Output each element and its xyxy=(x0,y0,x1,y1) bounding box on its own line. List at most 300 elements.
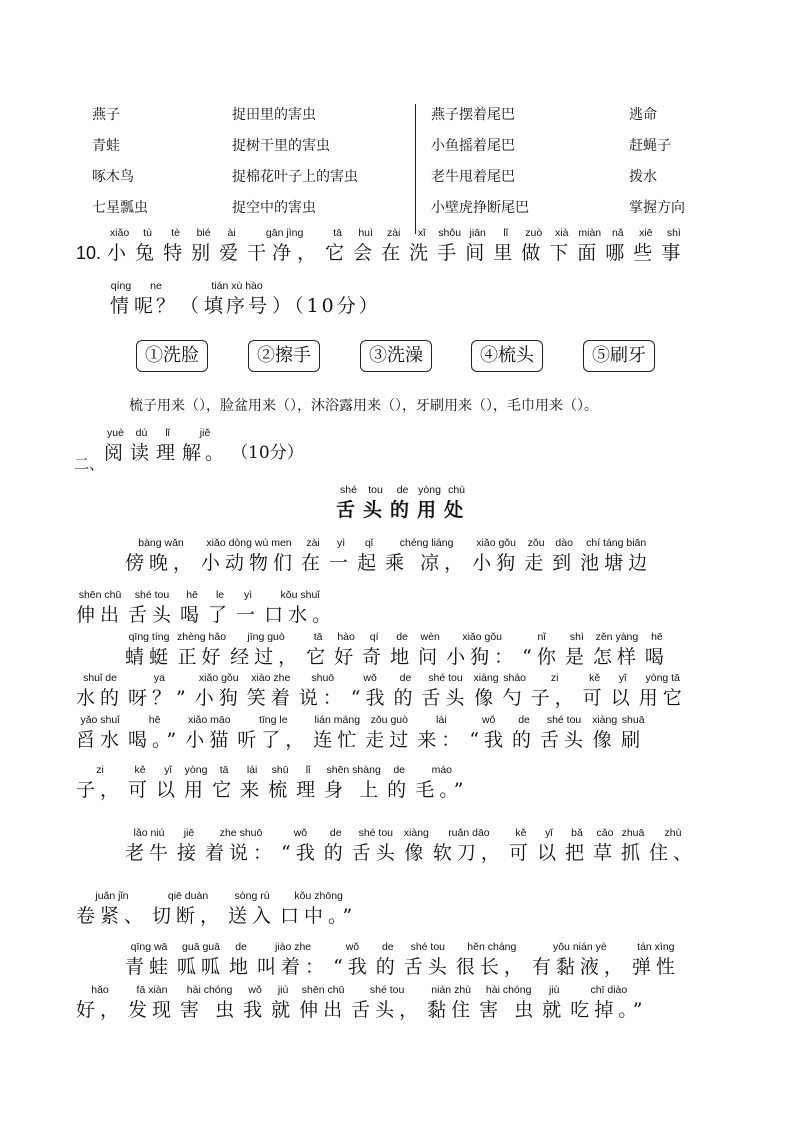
pinyin-word xyxy=(570,984,647,1023)
pinyin: zuò xyxy=(525,227,543,239)
hanzi: 事 xyxy=(661,242,687,264)
pinyin: shì xyxy=(666,227,681,239)
pinyin-word xyxy=(427,984,475,1023)
pinyin: qīng wā xyxy=(130,941,168,953)
hanzi: 卷紧、 xyxy=(76,905,149,927)
hanzi: 舌头 xyxy=(540,729,589,751)
pinyin-word xyxy=(134,280,178,319)
hanzi: 好， xyxy=(76,999,125,1021)
pinyin-word xyxy=(237,714,309,753)
pinyin-word xyxy=(125,941,173,980)
hanzi: 到 xyxy=(552,552,577,574)
pinyin: jiù xyxy=(548,984,560,996)
pinyin: huì xyxy=(358,227,373,239)
hanzi: 地 xyxy=(390,646,415,668)
hanzi: 哪 xyxy=(605,242,631,264)
pinyin: sòng rù xyxy=(234,890,270,902)
pinyin-word xyxy=(385,537,468,576)
pinyin-word xyxy=(182,427,228,466)
hanzi: 傍晚， xyxy=(125,552,198,574)
pinyin: zhèng hǎo xyxy=(177,631,227,643)
pinyin-word xyxy=(107,227,132,266)
pinyin: wèn xyxy=(420,631,440,643)
pinyin-word xyxy=(351,984,423,1023)
pinyin-word xyxy=(334,631,358,670)
pinyin-word xyxy=(537,827,561,866)
pinyin: qīng tíng xyxy=(128,631,170,643)
hanzi: 下 xyxy=(549,242,575,264)
passage-line xyxy=(76,890,361,929)
pinyin-word xyxy=(390,484,415,523)
pinyin: yǐ xyxy=(164,764,172,776)
pinyin: de xyxy=(399,672,412,684)
pinyin: jīng guò xyxy=(247,631,285,643)
pinyin: lái xyxy=(246,764,258,776)
pinyin: shēn shàng xyxy=(326,764,381,776)
pinyin-word xyxy=(632,941,680,980)
hanzi: 舌头 xyxy=(421,687,470,709)
pinyin: chí táng biān xyxy=(586,537,647,549)
hanzi: 着说： xyxy=(205,842,278,864)
pinyin-word xyxy=(456,941,528,980)
match-pest-target-item[interactable]: 捉空中的害虫 xyxy=(232,200,316,216)
hanzi: 勺 xyxy=(502,687,527,709)
pinyin: lǎo niú xyxy=(133,827,165,839)
pinyin: jiān xyxy=(469,227,486,239)
hanzi: 以 xyxy=(610,687,635,709)
pinyin-word xyxy=(593,631,641,670)
pinyin: yì xyxy=(336,537,346,549)
pinyin-word xyxy=(325,227,350,266)
hanzi: 舌头， xyxy=(351,999,424,1021)
hanzi: 听了， xyxy=(237,729,310,751)
pinyin-word xyxy=(649,827,697,866)
hanzi: 子， xyxy=(76,779,125,801)
hanzi: 它 xyxy=(325,242,351,264)
pinyin-word xyxy=(540,714,588,753)
pinyin-word xyxy=(444,484,469,523)
pinyin-word xyxy=(645,631,669,670)
pinyin: nián zhù xyxy=(431,984,471,996)
hanzi: 一 xyxy=(236,604,261,626)
pinyin: cǎo xyxy=(596,827,614,839)
match-animal-item[interactable]: 七星瓢虫 xyxy=(92,200,148,216)
pinyin: xiào zhe xyxy=(251,672,291,684)
pinyin: gān jìng xyxy=(265,227,304,239)
pinyin-word xyxy=(394,672,418,711)
pinyin: yǎo shuǐ xyxy=(80,714,120,726)
pinyin: shǒu xyxy=(438,227,462,239)
pinyin: shuǐ de xyxy=(83,672,117,684)
pinyin: zhuā xyxy=(621,827,645,839)
hanzi: 些 xyxy=(633,242,659,264)
pinyin: tè xyxy=(171,227,180,239)
pinyin-word xyxy=(205,827,277,866)
hanzi: 呢？ xyxy=(134,295,179,317)
pinyin: tā xyxy=(219,764,229,776)
pinyin-word xyxy=(522,631,561,670)
pinyin-word xyxy=(390,631,414,670)
pinyin: chéng liáng xyxy=(399,537,454,549)
pinyin: jiě xyxy=(199,427,211,439)
pinyin-word xyxy=(177,827,201,866)
passage-line xyxy=(125,631,673,670)
pinyin-word xyxy=(76,714,124,753)
pinyin: qiē duàn xyxy=(167,890,209,902)
pinyin: qí xyxy=(369,631,379,643)
hanzi: “你 xyxy=(522,646,561,668)
section-2-number: 二、 xyxy=(74,455,105,473)
question-number: 10. xyxy=(76,243,102,263)
option-wash-face[interactable]: ①洗脸 xyxy=(136,340,208,372)
pinyin: shé xyxy=(340,484,357,496)
passage-line xyxy=(125,941,684,980)
pinyin: le xyxy=(215,589,225,601)
hanzi: “我 xyxy=(333,956,372,978)
pinyin-word xyxy=(195,672,243,711)
pinyin-word xyxy=(446,631,518,670)
hanzi: 舌头 xyxy=(351,842,400,864)
pinyin-word xyxy=(351,672,390,711)
match-tail-purpose-item[interactable]: 掌握方向 xyxy=(629,200,685,216)
pinyin: yòng xyxy=(418,484,441,496)
hanzi: 乘 凉， xyxy=(385,552,469,574)
hanzi: 用 xyxy=(184,779,209,801)
pinyin-word xyxy=(163,227,188,266)
match-pest-target-item[interactable]: 捉棉花叶子上的害虫 xyxy=(232,169,358,185)
hanzi: 笑着 xyxy=(246,687,295,709)
pinyin: xiàng xyxy=(403,827,429,839)
pinyin: hē xyxy=(651,631,663,643)
hanzi: 走 xyxy=(524,552,549,574)
pinyin: zǒu guò xyxy=(370,714,408,726)
hanzi: 舀水 xyxy=(76,729,125,751)
pinyin xyxy=(180,280,202,293)
pinyin-word xyxy=(661,227,686,266)
pinyin: yǐ xyxy=(545,827,553,839)
hanzi: 里 xyxy=(493,242,519,264)
hanzi: 会 xyxy=(353,242,379,264)
pinyin-word xyxy=(409,227,434,266)
pinyin: yòng xyxy=(184,764,208,776)
pinyin: shé tou xyxy=(134,589,170,601)
pinyin-word xyxy=(329,537,353,576)
pinyin-word xyxy=(418,631,442,670)
pinyin-word xyxy=(333,941,372,980)
hanzi: 理 xyxy=(156,442,180,464)
pinyin-word xyxy=(177,941,225,980)
pinyin-word xyxy=(264,589,336,628)
match-tail-purpose-item[interactable]: 拨水 xyxy=(629,169,657,185)
hanzi: 黏住 xyxy=(427,999,476,1021)
option-comb-hair[interactable]: ④梳头 xyxy=(471,340,543,372)
pinyin-word xyxy=(204,280,270,319)
pinyin: kǒu zhōng xyxy=(294,890,343,902)
match-animal-item[interactable]: 青蛙 xyxy=(92,138,120,154)
hanzi: 的 xyxy=(393,687,418,709)
pinyin: xiǎo māo xyxy=(187,714,231,726)
pinyin: shuō xyxy=(311,672,335,684)
pinyin-word xyxy=(76,672,124,711)
hanzi: 池塘边 xyxy=(580,552,653,574)
match-tail-purpose-item[interactable]: 赶蝇子 xyxy=(629,138,671,154)
hanzi: 切断， xyxy=(152,905,225,927)
pinyin-word xyxy=(180,984,239,1023)
pinyin: zài xyxy=(306,537,320,549)
pinyin: hài chóng xyxy=(186,984,233,996)
pinyin: shēn chū xyxy=(301,984,345,996)
pinyin-word xyxy=(336,484,361,523)
pinyin-word xyxy=(474,672,499,711)
pinyin-word xyxy=(437,227,462,266)
option-bath[interactable]: ③洗澡 xyxy=(360,340,432,372)
pinyin: lǐ xyxy=(503,227,509,239)
pinyin-word xyxy=(185,714,233,753)
pinyin: shēn chū xyxy=(78,589,122,601)
pinyin-word xyxy=(299,672,347,711)
hanzi: 做 xyxy=(521,242,547,264)
pinyin-word xyxy=(76,984,124,1023)
pinyin-word xyxy=(76,764,124,803)
pinyin: jiù xyxy=(277,984,289,996)
pinyin-word xyxy=(247,227,322,266)
hanzi: 地 xyxy=(229,956,254,978)
hanzi: 可 xyxy=(508,842,533,864)
pinyin: lái xyxy=(436,714,447,726)
pinyin: de xyxy=(518,714,530,726)
pinyin-word xyxy=(404,941,452,980)
pinyin-word xyxy=(184,764,208,803)
pinyin-word xyxy=(156,764,180,803)
pinyin-word xyxy=(324,827,348,866)
passage-title xyxy=(336,484,471,523)
pinyin: nǎ xyxy=(611,227,624,239)
hanzi: 就 xyxy=(271,999,296,1021)
pinyin-word xyxy=(128,589,176,628)
passage-line xyxy=(125,537,656,576)
pinyin: tou xyxy=(368,484,383,496)
pinyin: xià xyxy=(555,227,569,239)
option-brush-teeth[interactable]: ⑤刷牙 xyxy=(583,340,655,372)
pinyin-word xyxy=(469,714,508,753)
pinyin: xiǎo dòng wù men xyxy=(206,537,292,549)
pinyin: tù xyxy=(143,227,152,239)
match-pest-target-item[interactable]: 捉田里的害虫 xyxy=(232,107,316,123)
pinyin-word xyxy=(583,672,607,711)
hanzi: 阅 xyxy=(104,442,128,464)
pinyin-word xyxy=(180,589,204,628)
hanzi: 毛。” xyxy=(415,779,469,801)
pinyin: bàng wǎn xyxy=(138,537,184,549)
hanzi: 经过， xyxy=(230,646,303,668)
pinyin-word xyxy=(280,890,357,929)
hanzi: 可 xyxy=(582,687,607,709)
match-tail-action-item[interactable]: 小壁虎挣断尾巴 xyxy=(431,200,529,216)
pinyin-word xyxy=(415,764,468,803)
pinyin: yuè xyxy=(107,427,124,439)
q10-fill-in-line[interactable]: 梳子用来（），脸盆用来（），沐浴露用来（），牙刷用来（），毛巾用来（）。 xyxy=(129,398,598,414)
hanzi: 害 虫 xyxy=(479,999,539,1021)
pinyin-word xyxy=(219,227,244,266)
hanzi: 水的 xyxy=(76,687,125,709)
pinyin: ruǎn dāo xyxy=(448,827,490,839)
pinyin-word xyxy=(229,941,253,980)
pinyin: ne xyxy=(150,280,162,292)
hanzi: 软刀， xyxy=(432,842,505,864)
hanzi: 特 xyxy=(163,242,189,264)
pinyin-word xyxy=(130,427,153,466)
match-animal-item[interactable]: 啄木鸟 xyxy=(92,169,134,185)
pinyin: xiàng xyxy=(473,672,499,684)
hanzi: 呀？” xyxy=(128,687,191,709)
pinyin: guā guā xyxy=(182,941,220,953)
hanzi: 像 xyxy=(474,687,499,709)
pinyin: chī diào xyxy=(590,984,628,996)
hanzi: 洗 xyxy=(409,242,435,264)
hanzi: 老牛 xyxy=(125,842,174,864)
match-tail-purpose-item[interactable]: 逃命 xyxy=(629,107,657,123)
pinyin-word xyxy=(301,537,325,576)
pinyin: hěn cháng xyxy=(467,941,517,953)
hanzi: 小狗 xyxy=(194,687,243,709)
pinyin-word xyxy=(125,827,173,866)
pinyin-word xyxy=(352,827,400,866)
pinyin-word xyxy=(580,537,652,576)
pinyin: yòng tā xyxy=(645,672,680,684)
pinyin-word xyxy=(125,537,197,576)
hanzi: 把 xyxy=(564,842,589,864)
pinyin-word xyxy=(191,227,216,266)
option-wipe-hands[interactable]: ②擦手 xyxy=(248,340,320,372)
pinyin-word xyxy=(296,764,320,803)
pinyin-word xyxy=(503,672,527,711)
hanzi: 的 xyxy=(387,779,412,801)
pinyin-word xyxy=(128,984,176,1023)
pinyin: nǐ xyxy=(537,631,546,643)
pinyin-word xyxy=(257,941,329,980)
pinyin-word xyxy=(512,714,536,753)
hanzi: 可 xyxy=(128,779,153,801)
hanzi: “我 xyxy=(350,687,390,709)
pinyin: zài xyxy=(386,227,401,239)
pinyin: lǐ xyxy=(305,764,311,776)
pinyin: ya xyxy=(153,672,165,684)
hanzi: 正好 xyxy=(177,646,226,668)
pinyin-word xyxy=(268,764,292,803)
pinyin: shuā xyxy=(621,714,645,726)
hanzi: 像 xyxy=(592,729,617,751)
q10-question-line-2 xyxy=(110,280,383,319)
hanzi: 喝。” xyxy=(128,729,182,751)
pinyin-word xyxy=(524,537,548,576)
pinyin: wǒ xyxy=(481,714,496,726)
pinyin-word xyxy=(324,764,383,803)
pinyin-word xyxy=(381,227,406,266)
pinyin: ài xyxy=(227,227,236,239)
hanzi: 发现 xyxy=(128,999,177,1021)
match-tail-action-item[interactable]: 老牛甩着尾巴 xyxy=(431,169,515,185)
pinyin-word xyxy=(281,827,320,866)
hanzi: 住、 xyxy=(649,842,698,864)
hanzi: 弹性 xyxy=(631,956,680,978)
pinyin-word xyxy=(417,484,442,523)
hanzi: 一 xyxy=(329,552,354,574)
pinyin: shé tou xyxy=(358,827,394,839)
pinyin-word xyxy=(104,427,127,466)
pinyin: zhe shuō xyxy=(219,827,263,839)
pinyin: tián xù hào xyxy=(211,280,263,292)
pinyin-word xyxy=(208,589,232,628)
pinyin-word xyxy=(387,764,411,803)
hanzi: 填序号 xyxy=(204,295,271,317)
pinyin-word xyxy=(230,631,302,670)
pinyin-word xyxy=(156,427,179,466)
pinyin: hào xyxy=(337,631,355,643)
pinyin: wǒ xyxy=(345,941,360,953)
pinyin: kě xyxy=(589,672,601,684)
pinyin-word xyxy=(552,537,576,576)
pinyin: shé tou xyxy=(369,984,405,996)
pinyin-word xyxy=(404,827,429,866)
pinyin: xiǎo gǒu xyxy=(476,537,516,549)
section-2-heading xyxy=(104,427,304,466)
hanzi: 小 xyxy=(107,242,133,264)
pinyin-word xyxy=(228,890,276,929)
passage-line xyxy=(76,672,691,711)
pinyin: shé tou xyxy=(410,941,446,953)
hanzi: 在 xyxy=(381,242,407,264)
pinyin-word xyxy=(549,227,574,266)
pinyin: hǎo xyxy=(91,984,109,996)
section-2-score: （10分） xyxy=(231,443,304,463)
hanzi: 情 xyxy=(110,295,133,317)
match-animal-item[interactable]: 燕子 xyxy=(92,107,120,123)
hanzi: “我 xyxy=(281,842,320,864)
pinyin: sháo xyxy=(503,672,527,684)
hanzi: 奇 xyxy=(362,646,387,668)
hanzi: 梳 xyxy=(268,779,293,801)
pinyin-word xyxy=(243,984,267,1023)
hanzi: 用它 xyxy=(638,687,687,709)
hanzi: 起 xyxy=(357,552,382,574)
hanzi: 兔 xyxy=(135,242,161,264)
pinyin: yǒu nián yè xyxy=(552,941,607,953)
pinyin: de xyxy=(329,827,342,839)
pinyin: chù xyxy=(448,484,466,496)
match-tail-action-item[interactable]: 小鱼摇着尾巴 xyxy=(431,138,515,154)
pinyin-word xyxy=(240,764,264,803)
match-tail-action-item[interactable]: 燕子摆着尾巴 xyxy=(431,107,515,123)
hanzi: 头 xyxy=(363,499,389,521)
passage-line xyxy=(76,984,651,1023)
hanzi: ）（10分） xyxy=(272,295,381,317)
match-pest-target-item[interactable]: 捉树干里的害虫 xyxy=(232,138,330,154)
pinyin: shì xyxy=(569,631,584,643)
pinyin: xiàng xyxy=(592,714,618,726)
pinyin-word xyxy=(611,672,635,711)
pinyin-word xyxy=(605,227,630,266)
q10-question-line-1 xyxy=(76,227,689,266)
hanzi: 的 xyxy=(323,842,348,864)
hanzi: 就 xyxy=(542,999,567,1021)
pinyin: qǐ xyxy=(364,537,374,549)
pinyin-word xyxy=(306,631,330,670)
pinyin: xǐ xyxy=(417,227,426,239)
pinyin: lǐ xyxy=(165,427,170,439)
hanzi: 面 xyxy=(577,242,603,264)
pinyin-word xyxy=(639,672,687,711)
pinyin: jiē xyxy=(183,827,195,839)
